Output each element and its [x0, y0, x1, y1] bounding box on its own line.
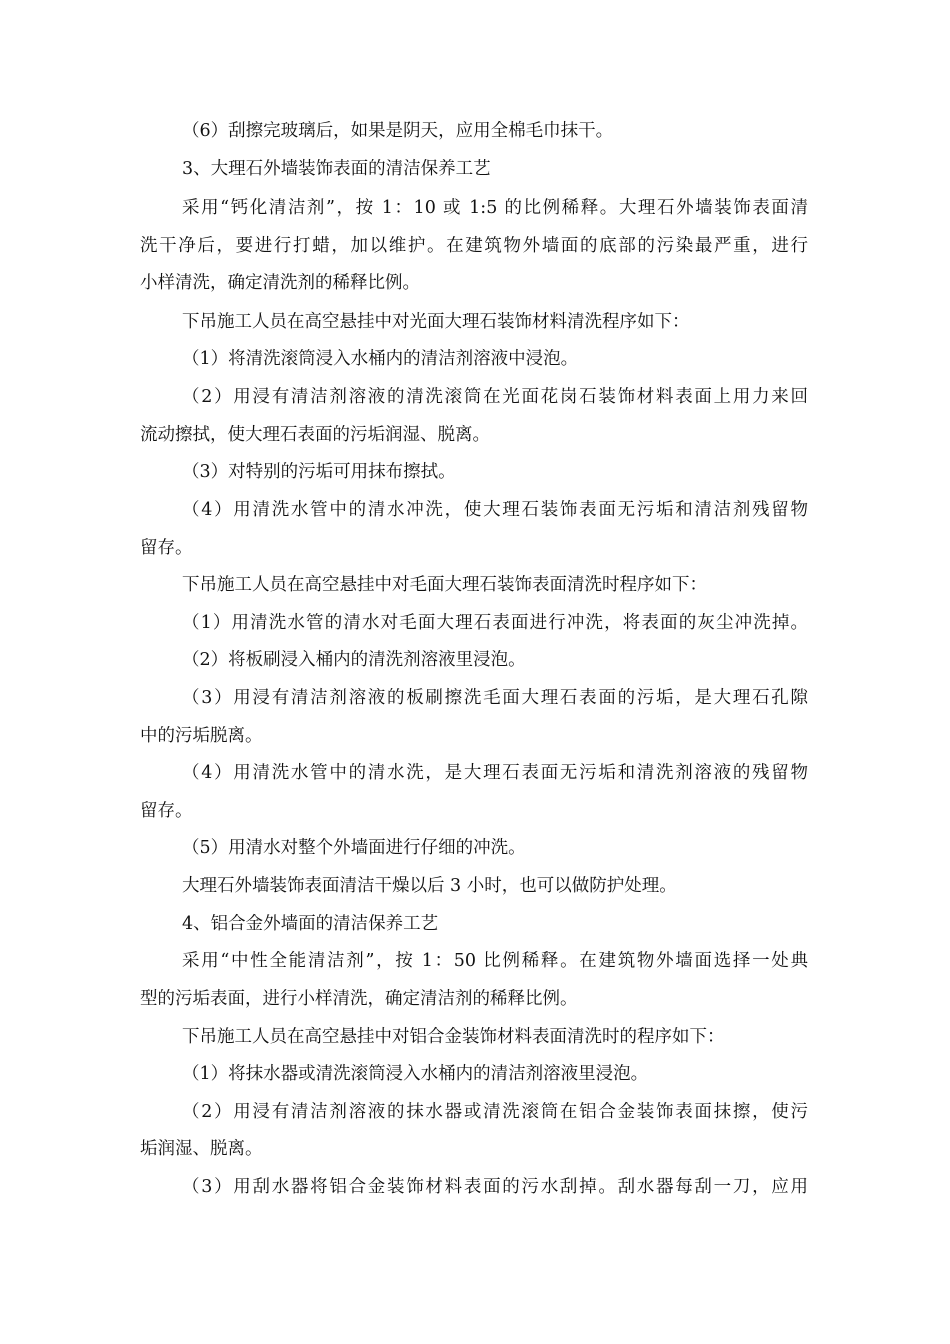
list-item: （3）用刮水器将铝合金装饰材料表面的污水刮掉。刮水器每刮一刀，应用	[182, 1177, 808, 1197]
list-item: （4）用清洗水管中的清水洗，是大理石表面无污垢和清洗剂溶液的残留物	[182, 763, 808, 783]
list-item: （3）对特别的污垢可用抹布擦拭。	[182, 462, 456, 482]
section-heading: 4、铝合金外墙面的清洁保养工艺	[182, 914, 439, 934]
paragraph-line: 洗干净后，要进行打蜡，加以维护。在建筑物外墙面的底部的污染最严重，进行	[140, 236, 808, 256]
list-item: （1）将抹水器或清洗滚筒浸入水桶内的清洁剂溶液里浸泡。	[182, 1064, 649, 1084]
list-item: （3）用浸有清洁剂溶液的板刷擦洗毛面大理石表面的污垢，是大理石孔隙	[182, 688, 808, 708]
list-item: （2）用浸有清洁剂溶液的抹水器或清洗滚筒在铝合金装饰表面抹擦，使污	[182, 1102, 808, 1122]
list-item: （1）用清洗水管的清水对毛面大理石表面进行冲洗，将表面的灰尘冲洗掉。	[182, 613, 808, 633]
list-item: （2）用浸有清洁剂溶液的清洗滚筒在光面花岗石装饰材料表面上用力来回	[182, 387, 808, 407]
list-item: （2）将板刷浸入桶内的清洗剂溶液里浸泡。	[182, 650, 526, 670]
paragraph-line: 垢润湿、脱离。	[140, 1139, 263, 1159]
paragraph-line: 采用“钙化清洁剂”，按 1：10 或 1:5 的比例稀释。大理石外墙装饰表面清	[182, 198, 808, 218]
paragraph-line: 下吊施工人员在高空悬挂中对光面大理石装饰材料清洗程序如下：	[182, 312, 690, 332]
paragraph-line: 下吊施工人员在高空悬挂中对毛面大理石装饰表面清洗时程序如下：	[182, 575, 707, 595]
paragraph-line: 中的污垢脱离。	[140, 726, 263, 746]
paragraph-line: 小样清洗，确定清洗剂的稀释比例。	[140, 273, 420, 293]
paragraph-line: 下吊施工人员在高空悬挂中对铝合金装饰材料表面清洗时的程序如下：	[182, 1027, 725, 1047]
paragraph-line: 采用“中性全能清洁剂”，按 1：50 比例稀释。在建筑物外墙面选择一处典	[182, 951, 808, 971]
section-heading: 3、大理石外墙装饰表面的清洁保养工艺	[182, 159, 491, 179]
list-item: （5）用清水对整个外墙面进行仔细的冲洗。	[182, 838, 526, 858]
list-item: （4）用清洗水管中的清水冲洗，使大理石装饰表面无污垢和清洁剂残留物	[182, 500, 808, 520]
paragraph-line: 留存。	[140, 801, 193, 821]
paragraph-line: 大理石外墙装饰表面清洁干燥以后 3 小时，也可以做防护处理。	[182, 876, 677, 896]
paragraph-line: 留存。	[140, 538, 193, 558]
paragraph-line: （6）刮擦完玻璃后，如果是阴天，应用全棉毛巾抹干。	[182, 121, 614, 141]
list-item: （1）将清洗滚筒浸入水桶内的清洁剂溶液中浸泡。	[182, 349, 579, 369]
paragraph-line: 型的污垢表面，进行小样清洗，确定清洁剂的稀释比例。	[140, 989, 578, 1009]
paragraph-line: 流动擦拭，使大理石表面的污垢润湿、脱离。	[140, 425, 490, 445]
